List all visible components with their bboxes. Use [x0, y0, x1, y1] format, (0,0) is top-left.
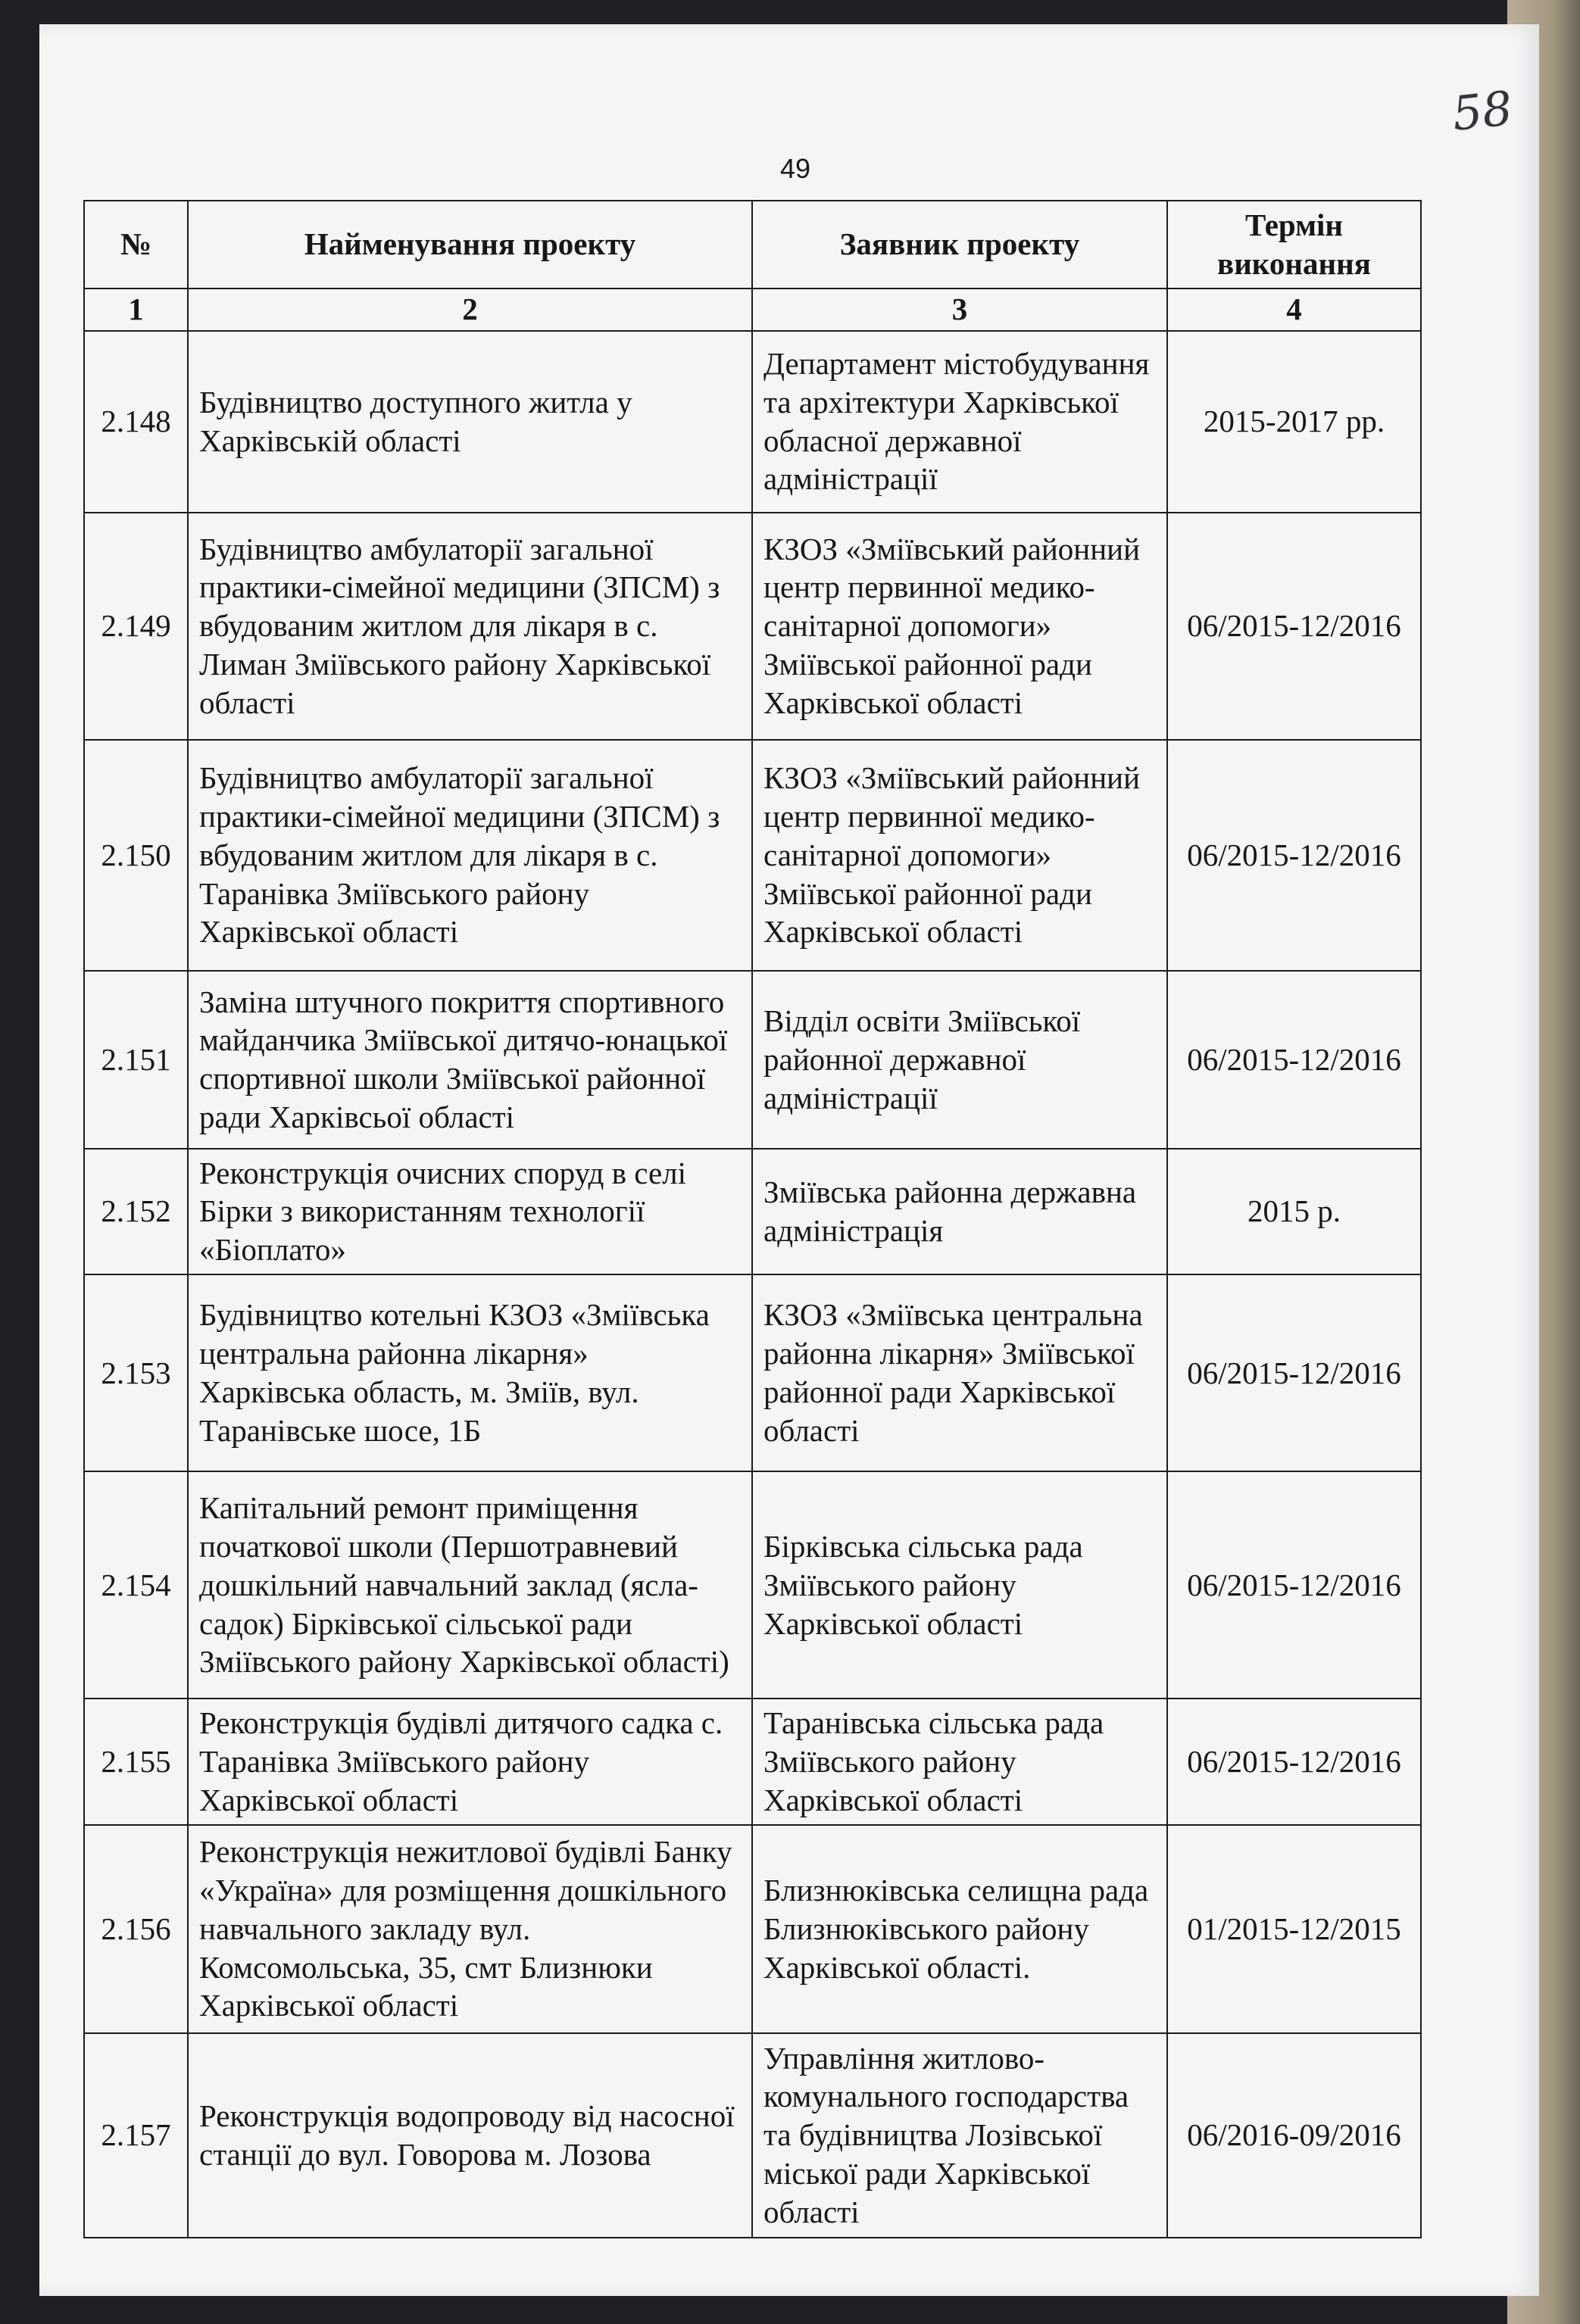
header-applicant: Заявник проекту: [752, 201, 1167, 289]
project-term: 06/2015-12/2016: [1167, 1274, 1421, 1471]
project-applicant: КЗОЗ «Зміївський районний центр первинної медико-санітарної допомоги» Зміївської районної ради Харківської області: [752, 513, 1167, 740]
column-number: 3: [752, 289, 1167, 331]
column-number: 4: [1167, 289, 1421, 331]
table-row: [84, 740, 1421, 971]
project-name: Капітальний ремонт приміщення початкової школи (Першотравневий дошкільний навчальний заклад (ясла-садок) Бірківської сільської ради Зміївського району Харківської області): [188, 1471, 752, 1699]
project-applicant: Таранівська сільська рада Зміївського району Харківської області: [752, 1699, 1167, 1824]
project-applicant: КЗОЗ «Зміївський районний центр первинної медико-санітарної допомоги» Зміївської районної ради Харківської області: [752, 740, 1167, 971]
handwritten-sheet-number: 58: [1449, 80, 1516, 142]
row-number: 2.149: [84, 513, 188, 740]
column-number-row: [84, 289, 1421, 331]
project-applicant: Відділ освіти Зміївської районної державної адміністрації: [752, 971, 1167, 1149]
row-number: 2.155: [84, 1699, 188, 1824]
table-row: [84, 331, 1421, 513]
table-row: [84, 1471, 1421, 1699]
project-term: 06/2015-12/2016: [1167, 513, 1421, 740]
column-number: 2: [188, 289, 752, 331]
project-term: 06/2015-12/2016: [1167, 740, 1421, 971]
page-number: 49: [779, 153, 811, 184]
row-number: 2.153: [84, 1274, 188, 1471]
table-row: [84, 1149, 1421, 1274]
project-name: Будівництво амбулаторії загальної практики-сімейної медицини (ЗПСМ) з вбудованим житлом для лікаря в с. Таранівка Зміївського району Харківської області: [188, 740, 752, 971]
project-name: Реконструкція будівлі дитячого садка с. Таранівка Зміївського району Харківської області: [188, 1699, 752, 1824]
project-name: Реконструкція водопроводу від насосної станції до вул. Говорова м. Лозова: [188, 2033, 752, 2238]
row-number: 2.154: [84, 1471, 188, 1699]
row-number: 2.152: [84, 1149, 188, 1274]
table-row: [84, 1699, 1421, 1824]
project-name: Будівництво доступного житла у Харківській області: [188, 331, 752, 513]
project-name: Будівництво амбулаторії загальної практики-сімейної медицини (ЗПСМ) з вбудованим житлом для лікаря в с. Лиман Зміївського району Харківської області: [188, 513, 752, 740]
row-number: 2.150: [84, 740, 188, 971]
project-name: Будівництво котельні КЗОЗ «Зміївська центральна районна лікарня» Харківська область, м. Зміїв, вул. Таранівське шосе, 1Б: [188, 1274, 752, 1471]
project-name: Реконструкція нежитлової будівлі Банку «Україна» для розміщення дошкільного навчального закладу вул. Комсомольська, 35, смт Близнюки Харківської області: [188, 1825, 752, 2033]
project-applicant: КЗОЗ «Зміївська центральна районна лікарня» Зміївської районної ради Харківської області: [752, 1274, 1167, 1471]
row-number: 2.156: [84, 1825, 188, 2033]
table-row: [84, 971, 1421, 1149]
project-term: 2015-2017 рр.: [1167, 331, 1421, 513]
project-term: 2015 р.: [1167, 1149, 1421, 1274]
row-number: 2.151: [84, 971, 188, 1149]
project-term: 01/2015-12/2015: [1167, 1825, 1421, 2033]
project-applicant: Зміївська районна державна адміністрація: [752, 1149, 1167, 1274]
row-number: 2.157: [84, 2033, 188, 2238]
project-term: 06/2016-09/2016: [1167, 2033, 1421, 2238]
row-number: 2.148: [84, 331, 188, 513]
table-row: [84, 513, 1421, 740]
table-row: [84, 1825, 1421, 2033]
project-term: 06/2015-12/2016: [1167, 1471, 1421, 1699]
project-term: 06/2015-12/2016: [1167, 971, 1421, 1149]
project-applicant: Управління житлово-комунального господарства та будівництва Лозівської міської ради Харківської області: [752, 2033, 1167, 2238]
header-number: №: [84, 201, 188, 289]
project-name: Реконструкція очисних споруд в селі Бірки з використанням технології «Біоплато»: [188, 1149, 752, 1274]
project-applicant: Бірківська сільська рада Зміївського району Харківської області: [752, 1471, 1167, 1699]
project-applicant: Департамент містобудування та архітектури Харківської обласної державної адміністрації: [752, 331, 1167, 513]
column-number: 1: [84, 289, 188, 331]
project-applicant: Близнюківська селищна рада Близнюківського району Харківської області.: [752, 1825, 1167, 2033]
table-row: [84, 1274, 1421, 1471]
project-term: 06/2015-12/2016: [1167, 1699, 1421, 1824]
project-name: Заміна штучного покриття спортивного майданчика Зміївської дитячо-юнацької спортивної школи Зміївської районної ради Харківсьої області: [188, 971, 752, 1149]
projects-table: [83, 200, 1422, 2238]
header-project-name: Найменування проекту: [188, 201, 752, 289]
table-header-row: [84, 201, 1421, 289]
table-row: [84, 2033, 1421, 2238]
header-term: Термін виконання: [1167, 201, 1421, 289]
